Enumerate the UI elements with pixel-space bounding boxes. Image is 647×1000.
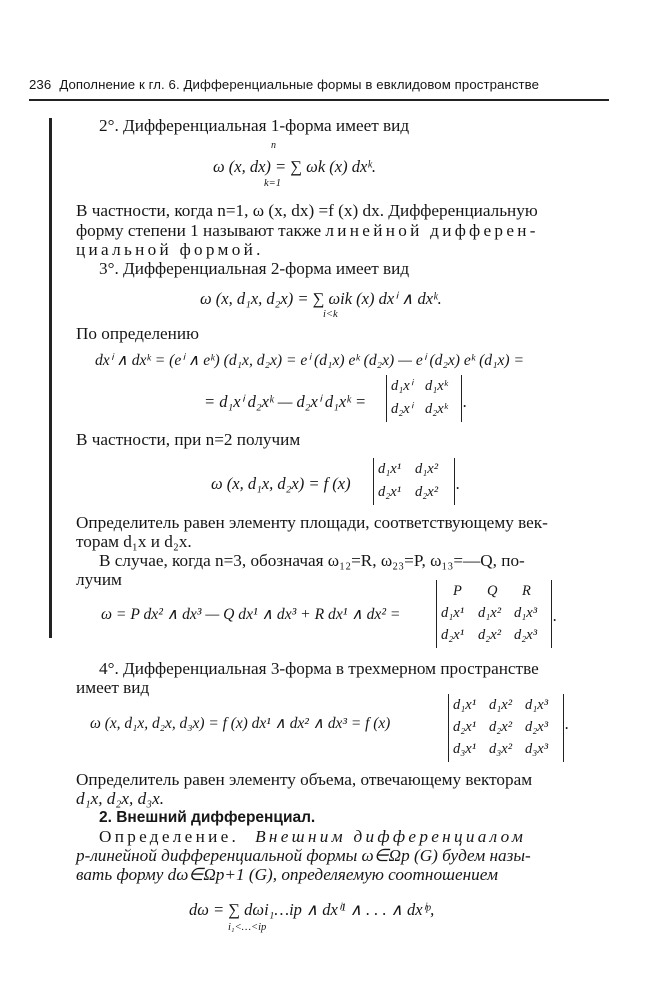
det4-cell-33: d₃x³ [525,741,549,757]
volume-line-2: d₁x, d₂x, d₃x. [76,789,165,808]
paragraph-4-heading: 4°. Дифференциальная 3-форма в трехмерном пространстве [99,659,539,678]
p2-line-2-text: форму степени 1 называют также [76,221,326,240]
det3-cell-11: P [453,583,462,599]
det4-cell-21: d₂x¹ [453,719,477,735]
det3-cell-23: d₁x³ [514,605,538,621]
running-header [29,77,609,92]
det2-cell-11: d₁x¹ [378,461,402,477]
det4-cell-23: d₂x³ [525,719,549,735]
det2-cell-21: d₂x¹ [378,484,402,500]
equation-2: ω (x, d₁x, d₂x) = ∑ ωik (x) dxⁱ ∧ dxᵏ. [200,289,442,308]
equation-4: ω (x, d₁x, d₂x) = f (x) [211,474,351,493]
det4-cell-32: d₃x² [489,741,513,757]
det3-cell-31: d₂x¹ [441,627,465,643]
area-line-2: торам d₁x и d₂x. [76,532,192,551]
det4-cell-11: d₁x¹ [453,697,477,713]
n2-intro: В частности, при n=2 получим [76,430,301,449]
det4-cell-12: d₁x² [489,697,513,713]
p2-linear-term: линейной дифферен- [325,221,539,240]
equation-3-line-1: dxⁱ ∧ dxᵏ = (eⁱ ∧ eᵏ) (d₁x, d₂x) = eⁱ (d₁x) eᵏ (d₂x) — eⁱ (d₂x) eᵏ (d₁x) = [95,352,525,369]
paragraph-2-heading: 2°. Дифференциальная 1-форма имеет вид [99,116,410,135]
det1-cell-12: d₁xᵏ [425,378,448,394]
eq2-sum-lower: i<k [323,309,338,320]
equation-6: ω (x, d₁x, d₂x, d₃x) = f (x) dx¹ ∧ dx² ∧ dx³ = f (x) [90,715,391,732]
definition-term: Внешним дифференциалом [255,827,527,846]
eq1-sum-lower: k=1 [264,178,281,189]
definition-label-line: По определению [76,324,199,343]
det1-cell-11: d₁xⁱ [391,378,413,394]
eq7-sum-lower: i₁<…<ip [228,922,267,933]
eq1-sum-upper: n [271,140,276,151]
eq6-period: . [565,714,570,733]
det2-cell-12: d₁x² [415,461,439,477]
header-rule [29,99,609,101]
section-heading: 2. Внешний дифференциал. [99,809,316,826]
n3-line-2: лучим [76,570,122,589]
det1-cell-22: d₂xᵏ [425,401,448,417]
det3-cell-21: d₁x¹ [441,605,465,621]
eq3-period: . [463,392,468,411]
definition-line-1 [99,827,526,847]
equation-7: dω = ∑ dωi₁…ip ∧ dxⁱ¹ ∧ . . . ∧ dxⁱᵖ, [189,900,435,919]
eq4-period: . [456,474,461,493]
equation-5: ω = P dx² ∧ dx³ — Q dx¹ ∧ dx³ + R dx¹ ∧ dx² = [101,606,401,623]
margin-bar [49,118,52,638]
definition-line-3: вать форму dω∈Ωp+1 (G), определяемую соотношением [76,865,498,884]
paragraph-2-line-1: В частности, когда n=1, ω (x, dx) =f (x) dx. Дифференциальную [76,201,538,220]
paragraph-2-line-3: циальной формой. [76,240,264,259]
definition-line-2: p-линейной дифференциальной формы ω∈Ωp (G) будем назы- [76,846,531,865]
det4-cell-13: d₁x³ [525,697,549,713]
det3-cell-22: d₁x² [478,605,502,621]
det3-cell-33: d₂x³ [514,627,538,643]
det2-cell-22: d₂x² [415,484,439,500]
n3-line-1: В случае, когда n=3, обозначая ω₁₂=R, ω₂₃=P, ω₁₃=—Q, по- [99,551,525,570]
definition-label: Определение. [99,827,240,846]
paragraph-4-line-2: имеет вид [76,678,150,697]
equation-1: ω (x, dx) = ∑ ωk (x) dxᵏ. [213,157,377,176]
det3-cell-32: d₂x² [478,627,502,643]
volume-line-1: Определитель равен элементу объема, отвечающему векторам [76,770,533,789]
running-title: Дополнение к гл. 6. Дифференциальные формы в евклидовом пространстве [59,77,540,92]
paragraph-2-line-2 [76,221,539,241]
eq5-period: . [553,606,558,625]
det1-cell-21: d₂xⁱ [391,401,413,417]
paragraph-3-heading: 3°. Дифференциальная 2-форма имеет вид [99,259,410,278]
det4-cell-22: d₂x² [489,719,513,735]
area-line-1: Определитель равен элементу площади, соответствующему век- [76,513,548,532]
equation-3-line-2: = d₁xⁱ d₂xᵏ — d₂xⁱ d₁xᵏ = [204,392,367,411]
det3-cell-13: R [522,583,531,599]
det4-cell-31: d₃x¹ [453,741,477,757]
det3-cell-12: Q [487,583,498,599]
page-number: 236 [29,77,52,92]
